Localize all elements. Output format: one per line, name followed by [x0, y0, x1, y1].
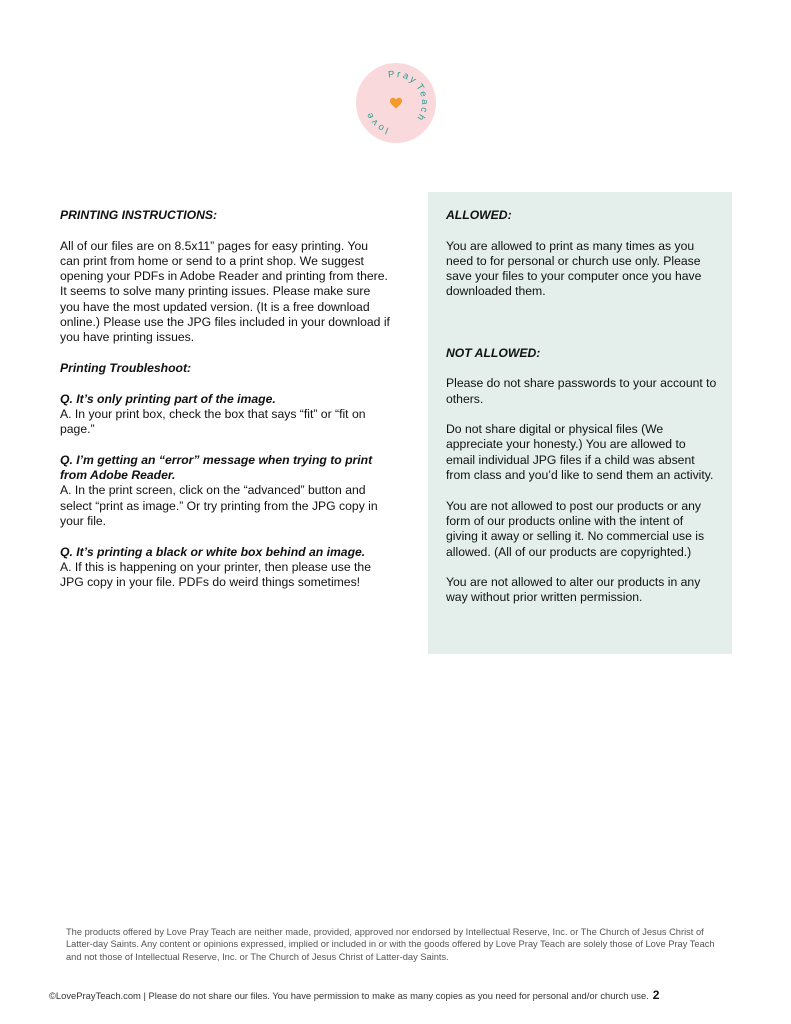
troubleshoot-question-1: Q. It’s only printing part of the image. — [60, 391, 276, 406]
page-number: 2 — [652, 988, 660, 1002]
logo-word-love: love — [363, 108, 390, 136]
legal-disclaimer: The products offered by Love Pray Teach are neither made, provided, approved nor endorsed by Intellectual Reserve, Inc. or The Church of Jesus Christ of Latter-day Saints. Any content or opinions expressed, implied or included in or with the goods offered by Love Pray Teach are solely those of Love Pray Teach and not those of Intellectual Reserve, Inc. or The Church of Jesus Christ of Latter-day Saints. — [66, 927, 715, 962]
love-pray-teach-logo — [356, 63, 436, 143]
printing-instructions-section — [60, 208, 390, 590]
not-allowed-item-2: Do not share digital or physical files (We appreciate your honesty.) You are allowed to email individual JPG files if a child was absent from class and you’d like to send them an activity. — [446, 422, 714, 483]
allowed-heading: ALLOWED: — [446, 208, 512, 222]
troubleshoot-heading: Printing Troubleshoot: — [60, 360, 192, 375]
not-allowed-heading: NOT ALLOWED: — [446, 345, 541, 360]
troubleshoot-question-2: Q. I’m getting an “error” message when trying to print from Adobe Reader. — [60, 452, 373, 483]
printing-instructions-text: All of our files are on 8.5x11” pages for easy printing. You can print from home or send to a print shop. We suggest opening your PDFs in Adobe Reader and printing from there. It seems to solve many printing issues. Please make sure you have the most updated version. (It is a free download online.) Please use the JPG files included in your download if you have printing issues. — [60, 238, 390, 345]
footer-text: ©LovePrayTeach.com | Please do not share our files. You have permission to make as many copies as you need for personal and/or church use. — [49, 990, 649, 1001]
not-allowed-item-4: You are not allowed to alter our products in any way without prior written permission. — [446, 575, 701, 605]
logo-word-pray: Pray — [387, 68, 420, 88]
troubleshoot-answer-1: A. In your print box, check the box that says “fit” or “fit on page.” — [60, 406, 366, 437]
allowed-text: You are allowed to print as many times as you need to for personal or church use only. Please save your files to your computer once you have downloaded them. — [446, 238, 702, 299]
troubleshoot-question-3: Q. It’s printing a black or white box behind an image. — [60, 544, 366, 559]
logo-word-teach: Teach — [413, 81, 430, 125]
not-allowed-item-1: Please do not share passwords to your account to others. — [446, 376, 717, 406]
troubleshoot-answer-2: A. In the print screen, click on the “advanced” button and select “print as image.” Or try printing from the JPG copy in your file. — [60, 483, 378, 528]
printing-instructions-heading: PRINTING INSTRUCTIONS: — [60, 208, 218, 222]
not-allowed-item-3: You are not allowed to post our products or any form of our products online with the intent of giving it away or selling it. No commercial use is allowed. (All of our products are copyrighted.) — [446, 498, 705, 559]
page-footer — [49, 988, 749, 1003]
usage-rules-box — [428, 192, 732, 654]
troubleshoot-answer-3: A. If this is happening on your printer, then please use the JPG copy in your file. PDFs do weird things sometimes! — [60, 559, 371, 590]
